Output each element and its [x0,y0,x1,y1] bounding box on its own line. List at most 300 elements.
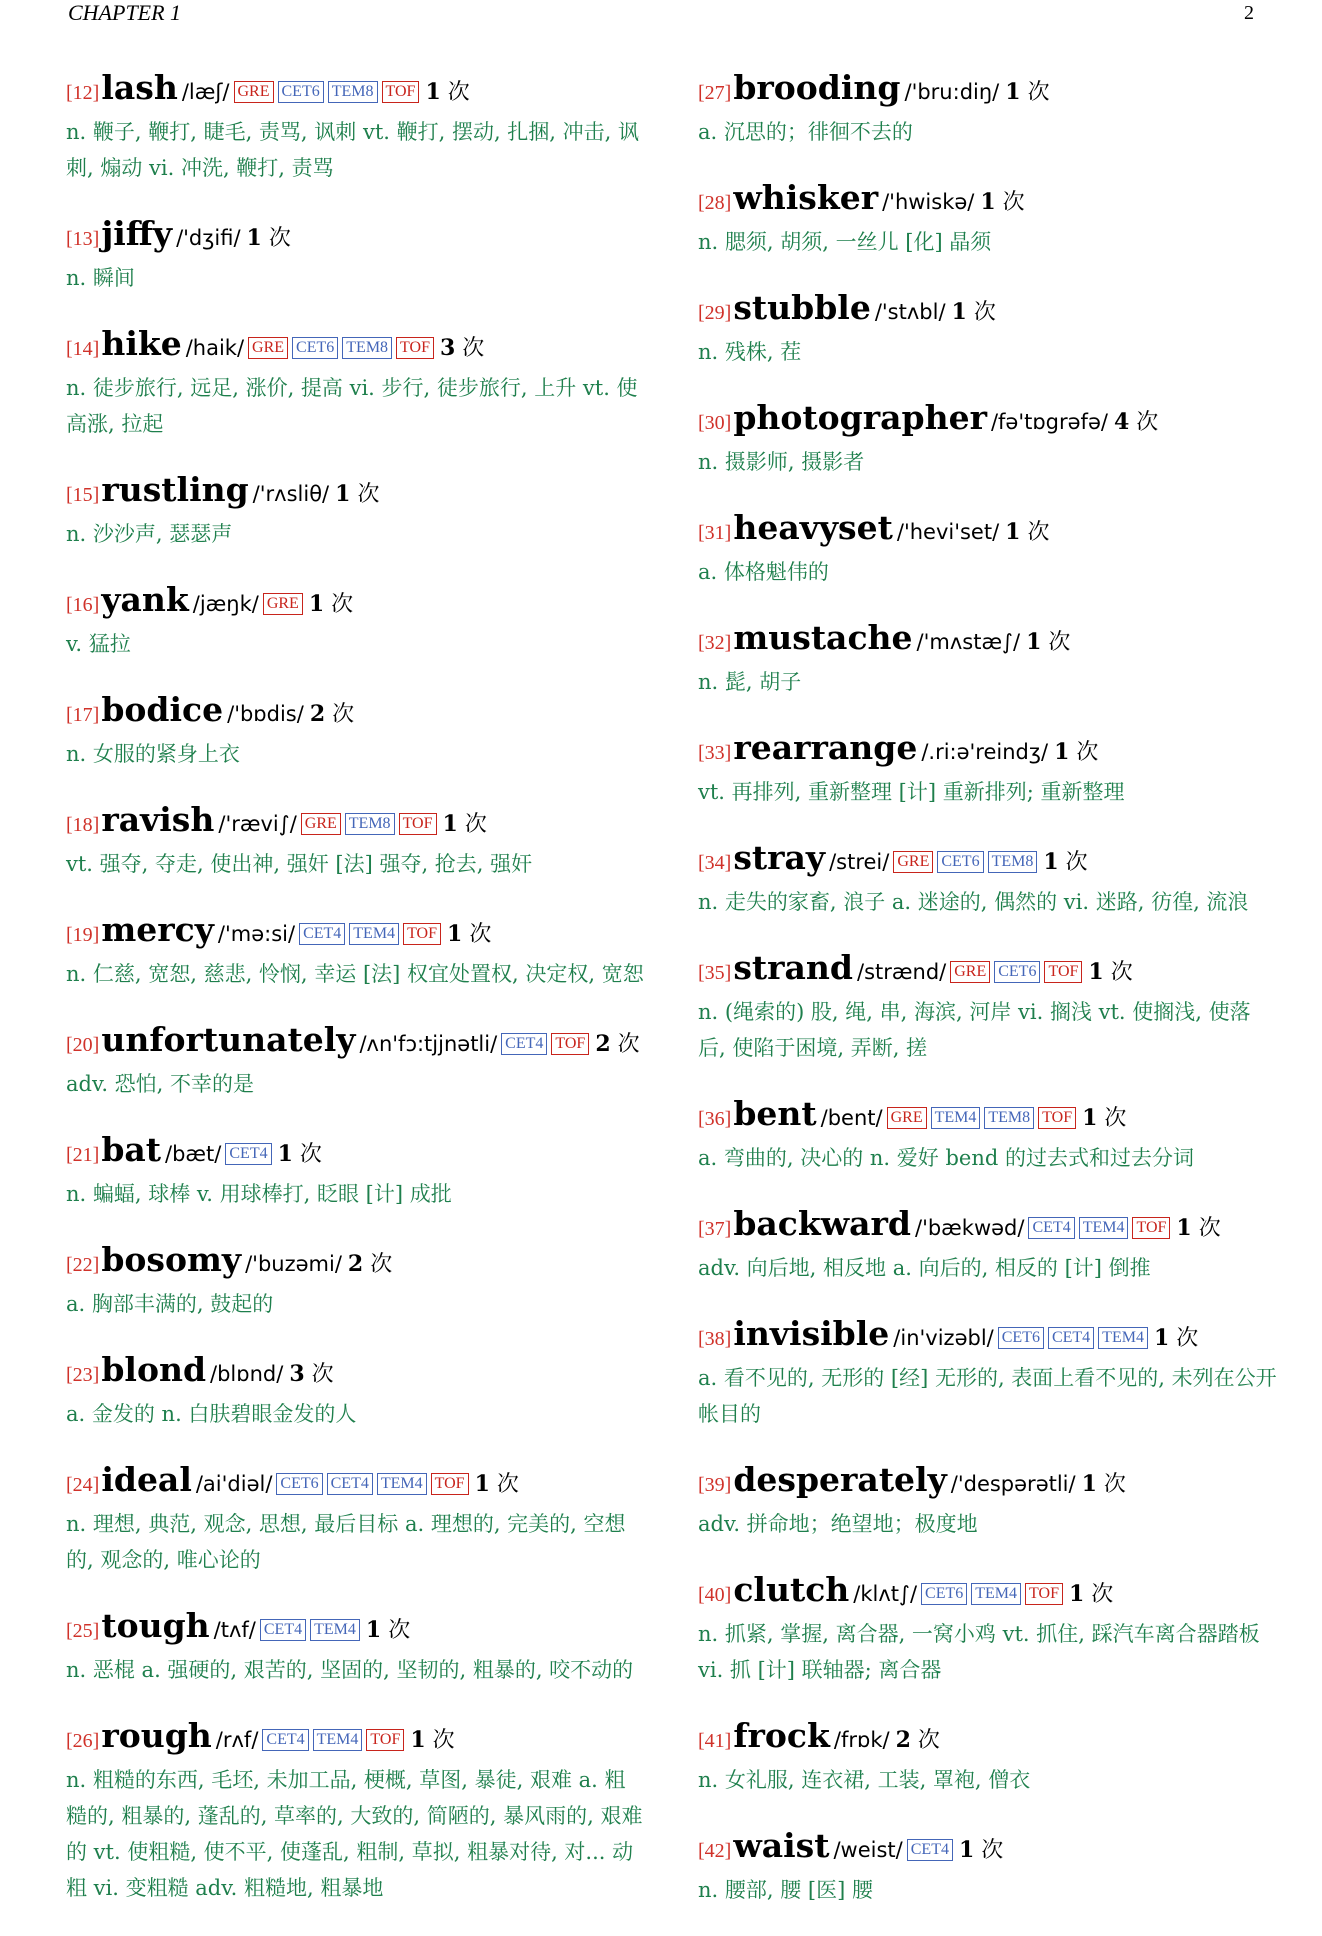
headword: heavyset [733,508,893,547]
count-suffix: 次 [496,1472,519,1497]
frequency-count [1026,630,1070,655]
headword: backward [733,1204,911,1243]
exam-tag: TEM4 [349,923,399,945]
headword: bodice [101,690,224,729]
count-suffix: 次 [464,812,487,837]
headword: stray [733,838,826,877]
count-number: 3 [289,1361,305,1387]
count-number: 1 [1005,519,1021,545]
count-suffix: 次 [331,592,354,617]
phonetic: /rʌf/ [215,1728,259,1752]
entry-number: [42] [698,1840,732,1862]
frequency-count [1043,850,1087,875]
frequency-count [443,812,487,837]
entry-number: [17] [66,704,100,726]
vocab-entry [66,800,646,882]
headword: tough [101,1606,210,1645]
definition: n. 女服的紧身上衣 [66,742,240,766]
count-number: 1 [335,481,351,507]
vocab-entry [66,68,646,186]
entry-headline [66,470,646,516]
frequency-count [475,1472,519,1497]
definition: n. 腮须, 胡须, 一丝儿 [化] 晶须 [698,230,992,254]
vocab-entry [698,1314,1278,1432]
vocab-entry [698,1570,1278,1688]
exam-tag: GRE [263,593,303,615]
exam-tag: TOF [1044,961,1082,983]
definition: n. 仁慈, 宽恕, 慈悲, 怜悯, 幸运 [法] 权宜处置权, 决定权, 宽恕 [66,962,644,986]
exam-tag: TEM4 [931,1107,981,1129]
entry-headline [66,1350,646,1396]
entry-headline [66,1606,646,1652]
count-number: 2 [347,1251,364,1277]
count-suffix: 次 [357,482,380,507]
count-suffix: 次 [917,1728,940,1753]
count-suffix: 次 [1104,1106,1127,1131]
headword: rustling [101,470,249,509]
frequency-count [896,1728,940,1753]
entry-number: [41] [698,1730,732,1752]
definition: adv. 恐怕, 不幸的是 [66,1072,255,1096]
count-suffix: 次 [1027,80,1050,105]
exam-tag: CET4 [907,1839,953,1861]
entry-number: [24] [66,1474,100,1496]
entry-headline [698,508,1278,554]
frequency-count [447,922,491,947]
entry-number: [37] [698,1218,732,1240]
vocab-entry [66,580,646,662]
phonetic: /'buzəmi/ [245,1252,342,1276]
headword: waist [733,1826,830,1865]
phonetic: /'mʌstæ∫/ [916,630,1021,654]
count-number: 1 [958,1837,975,1863]
entry-headline [66,1716,646,1762]
entry-number: [18] [66,814,100,836]
headword: desperately [733,1460,947,1499]
count-number: 2 [895,1727,911,1753]
vocab-entry [698,68,1278,150]
definition: n. (绳索的) 股, 绳, 串, 海滨, 河岸 vi. 搁浅 vt. 使搁浅, 使落后, 使陷于困境, 弄断, 搓 [698,1000,1251,1060]
vocab-entry [66,214,646,296]
definition: adv. 拼命地；绝望地；极度地 [698,1512,978,1536]
headword: hike [101,324,182,363]
count-suffix: 次 [447,80,470,105]
frequency-count [952,300,996,325]
frequency-count [1114,410,1158,435]
frequency-count [1005,520,1049,545]
phonetic: /'despərətli/ [950,1472,1076,1496]
count-number: 1 [1088,959,1104,985]
exam-tag: CET4 [299,923,345,945]
count-number: 1 [951,299,967,325]
definition: n. 髭, 胡子 [698,670,802,694]
headword: ideal [101,1460,192,1499]
vocab-entry [698,178,1278,260]
phonetic: /fə'tɒgrəfə/ [990,410,1108,434]
frequency-count [440,336,484,361]
entry-number: [21] [66,1144,100,1166]
frequency-count [425,80,469,105]
count-suffix: 次 [311,1362,334,1387]
phonetic: /'dʒifi/ [176,226,241,250]
definition: n. 抓紧, 掌握, 离合器, 一窝小鸡 vt. 抓住, 踩汽车离合器踏板 vi. 抓 [计] 联轴器; 离合器 [698,1622,1260,1682]
entry-headline [66,68,646,114]
vocab-entry [66,1606,646,1688]
count-number: 1 [1043,849,1059,875]
definition: vt. 再排列, 重新整理 [计] 重新排列; 重新整理 [698,780,1125,804]
entry-headline [698,838,1278,884]
frequency-count [959,1838,1003,1863]
vocab-entry [698,1716,1278,1798]
exam-tag: CET4 [501,1033,547,1055]
exam-tag: TEM8 [345,813,395,835]
exam-tag: CET6 [278,81,324,103]
headword: clutch [733,1570,850,1609]
exam-tag: TEM4 [1079,1217,1129,1239]
phonetic: /'rævi∫/ [218,812,297,836]
entry-headline [698,68,1278,114]
entry-headline [66,214,646,260]
count-suffix: 次 [1048,630,1071,655]
definition: adv. 向后地, 相反地 a. 向后的, 相反的 [计] 倒推 [698,1256,1151,1280]
frequency-count [310,702,354,727]
phonetic: /ai'diəl/ [195,1472,273,1496]
entry-headline [698,288,1278,334]
count-suffix: 次 [299,1142,322,1167]
vocab-entry [66,1130,646,1212]
exam-tag: CET6 [921,1583,967,1605]
phonetic: /blɒnd/ [210,1362,284,1386]
entry-headline [66,910,646,956]
headword: yank [101,580,189,619]
headword: stubble [733,288,871,327]
entry-headline [698,1094,1278,1140]
exam-tag: CET4 [225,1143,271,1165]
frequency-count [1082,1106,1126,1131]
count-suffix: 次 [1103,1472,1126,1497]
headword: frock [733,1716,830,1755]
headword: whisker [733,178,879,217]
phonetic: /læʃ/ [181,80,230,104]
definition: a. 体格魁伟的 [698,560,829,584]
exam-tag: CET6 [998,1327,1044,1349]
phonetic: /'hwiskə/ [882,190,975,214]
exam-tag: TOF [1132,1217,1170,1239]
entry-number: [20] [66,1034,100,1056]
headword: bat [101,1130,162,1169]
vocab-entry [698,1826,1278,1908]
frequency-count [1082,1472,1126,1497]
vocab-entry [698,1204,1278,1286]
entry-number: [22] [66,1254,100,1276]
definition: n. 腰部, 腰 [医] 腰 [698,1878,873,1902]
definition: n. 鞭子, 鞭打, 睫毛, 责骂, 讽刺 vt. 鞭打, 摆动, 扎捆, 冲击, 讽刺, 煽动 vi. 冲洗, 鞭打, 责骂 [66,120,640,180]
definition: n. 摄影师, 摄影者 [698,450,865,474]
count-number: 1 [308,591,325,617]
exam-tag: TOF [1038,1107,1076,1129]
exam-tag: CET4 [1048,1327,1094,1349]
exam-tag: TOF [396,337,434,359]
entry-headline [66,1130,646,1176]
definition: n. 走失的家畜, 浪子 a. 迷途的, 偶然的 vi. 迷路, 彷徨, 流浪 [698,890,1249,914]
entry-headline [698,1314,1278,1360]
vocab-entry [698,948,1278,1066]
exam-tag: GRE [887,1107,927,1129]
entry-number: [32] [698,632,732,654]
frequency-count [410,1728,454,1753]
phonetic: /strænd/ [857,960,947,984]
count-number: 1 [442,811,458,837]
exam-tag: GRE [301,813,341,835]
entry-number: [31] [698,522,732,544]
frequency-count [247,226,291,251]
vocab-entry [66,470,646,552]
entry-headline [66,690,646,736]
entry-number: [28] [698,192,732,214]
phonetic: /in'vizəbl/ [893,1326,994,1350]
exam-tag: TEM4 [313,1729,363,1751]
exam-tag: CET6 [937,851,983,873]
count-suffix: 次 [981,1838,1004,1863]
count-suffix: 次 [1027,520,1050,545]
count-suffix: 次 [617,1032,640,1057]
entry-headline [66,1460,646,1506]
definition: n. 女礼服, 连衣裙, 工装, 罩袍, 僧衣 [698,1768,1031,1792]
headword: rough [101,1716,212,1755]
exam-tag: TEM8 [328,81,378,103]
entry-headline [698,948,1278,994]
headword: bent [733,1094,817,1133]
entry-number: [19] [66,924,100,946]
entry-number: [13] [66,228,100,250]
count-suffix: 次 [432,1728,455,1753]
exam-tag: GRE [893,851,933,873]
phonetic: /'hevi'set/ [896,520,1000,544]
headword: rearrange [733,728,918,767]
definition: n. 粗糙的东西, 毛坯, 未加工品, 梗概, 草图, 暴徒, 艰难 a. 粗糙的, 粗暴的, 蓬乱的, 草率的, 大致的, 简陋的, 暴风雨的, 艰难的 vt. 使粗糙, 使不平, 使蓬乱, 粗制, 草拟, 粗暴对待, 对... 动粗 vi. 变粗糙 adv. 粗糙地, 粗暴地 [66,1768,643,1900]
phonetic: /frɒk/ [833,1728,890,1752]
definition: a. 胸部丰满的, 鼓起的 [66,1292,274,1316]
frequency-count [1069,1582,1113,1607]
count-number: 1 [1005,79,1021,105]
entry-number: [30] [698,412,732,434]
entry-headline [66,1240,646,1286]
entry-headline [698,1204,1278,1250]
headword: lash [101,68,178,107]
count-number: 1 [425,79,441,105]
exam-tag: CET6 [994,961,1040,983]
left-column [66,68,646,1934]
count-suffix: 次 [268,226,291,251]
count-suffix: 次 [1065,850,1088,875]
definition: vt. 强夺, 夺走, 使出神, 强奸 [法] 强夺, 抢去, 强奸 [66,852,533,876]
entry-number: [25] [66,1620,100,1642]
count-number: 1 [1081,1471,1097,1497]
exam-tag: TEM4 [971,1583,1021,1605]
phonetic: /'rʌsliθ/ [252,482,330,506]
frequency-count [278,1142,322,1167]
count-suffix: 次 [469,922,492,947]
entry-number: [34] [698,852,732,874]
count-number: 1 [246,225,262,251]
headword: strand [733,948,853,987]
entry-headline [66,580,646,626]
headword: mustache [733,618,913,657]
exam-tag: TEM8 [342,337,392,359]
exam-tag: GRE [234,81,274,103]
entry-number: [39] [698,1474,732,1496]
phonetic: /klʌt∫/ [853,1582,918,1606]
definition: n. 沙沙声, 瑟瑟声 [66,522,233,546]
headword: ravish [101,800,215,839]
vocab-entry [66,324,646,442]
vocab-entry [698,1460,1278,1542]
entry-number: [23] [66,1364,100,1386]
count-suffix: 次 [1110,960,1133,985]
headword: bosomy [101,1240,242,1279]
count-suffix: 次 [1076,740,1099,765]
count-number: 1 [1026,629,1042,655]
headword: jiffy [101,214,173,253]
frequency-count [1088,960,1132,985]
entry-headline [698,618,1278,664]
definition: a. 弯曲的, 决心的 n. 爱好 bend 的过去式和过去分词 [698,1146,1194,1170]
vocab-entry [698,288,1278,370]
exam-tag: CET6 [276,1473,322,1495]
vocab-entry [66,690,646,772]
count-number: 1 [980,189,996,215]
vocab-entry [66,1716,646,1906]
count-suffix: 次 [462,336,485,361]
frequency-count [1005,80,1049,105]
phonetic: /weist/ [833,1838,903,1862]
vocab-entry [698,1094,1278,1176]
page-number: 2 [1244,2,1254,24]
headword: invisible [733,1314,890,1353]
count-number: 1 [410,1727,426,1753]
phonetic: /ʌn'fɔ:tjjnətli/ [359,1032,498,1056]
headword: brooding [733,68,901,107]
definition: n. 徒步旅行, 远足, 涨价, 提高 vi. 步行, 徒步旅行, 上升 vt. 使高涨, 拉起 [66,376,638,436]
exam-tag: TOF [403,923,441,945]
definition: n. 瞬间 [66,266,135,290]
count-suffix: 次 [370,1252,393,1277]
chapter-title: CHAPTER 1 [68,0,182,25]
entry-number: [36] [698,1108,732,1130]
definition: a. 金发的 n. 白肤碧眼金发的人 [66,1402,357,1426]
vocab-entry [698,398,1278,480]
exam-tag: CET6 [292,337,338,359]
entry-headline [698,728,1278,774]
definition: n. 蝙蝠, 球棒 v. 用球棒打, 眨眼 [计] 成批 [66,1182,452,1206]
definition: a. 看不见的, 无形的 [经] 无形的, 表面上看不见的, 未列在公开帐目的 [698,1366,1277,1426]
count-suffix: 次 [1176,1326,1199,1351]
entry-number: [15] [66,484,100,506]
frequency-count [348,1252,392,1277]
exam-tag: TEM4 [1098,1327,1148,1349]
exam-tag: TOF [399,813,437,835]
phonetic: /'bækwəd/ [915,1216,1025,1240]
count-number: 2 [309,701,326,727]
phonetic: /'mə:si/ [217,922,296,946]
definition: v. 猛拉 [66,632,131,656]
frequency-count [1176,1216,1220,1241]
exam-tag: TOF [431,1473,469,1495]
entry-headline [698,178,1278,224]
frequency-count [366,1618,410,1643]
exam-tag: CET4 [327,1473,373,1495]
count-number: 1 [447,921,463,947]
phonetic: /bæt/ [165,1142,222,1166]
exam-tag: GRE [950,961,990,983]
vocab-entry [66,1240,646,1322]
vocab-entry [66,1350,646,1432]
frequency-count [289,1362,333,1387]
exam-tag: TOF [366,1729,404,1751]
vocab-entry [698,508,1278,590]
entry-number: [29] [698,302,732,324]
exam-tag: GRE [248,337,288,359]
count-suffix: 次 [1002,190,1025,215]
exam-tag: TOF [382,81,420,103]
count-number: 1 [1068,1581,1085,1607]
count-number: 1 [1054,739,1070,765]
count-suffix: 次 [332,702,355,727]
count-number: 1 [474,1471,490,1497]
vocab-entry [66,1020,646,1102]
entry-headline [698,1716,1278,1762]
frequency-count [335,482,379,507]
count-number: 1 [277,1141,293,1167]
definition: n. 理想, 典范, 观念, 思想, 最后目标 a. 理想的, 完美的, 空想的, 观念的, 唯心论的 [66,1512,626,1572]
exam-tag: TEM8 [984,1107,1034,1129]
exam-tag: TEM4 [377,1473,427,1495]
count-number: 1 [1082,1105,1098,1131]
entry-number: [14] [66,338,100,360]
vocab-entry [698,838,1278,920]
vocab-entry [698,618,1278,700]
entry-number: [12] [66,82,100,104]
phonetic: /strei/ [829,850,890,874]
right-column [698,68,1278,1936]
exam-tag: CET4 [1028,1217,1074,1239]
phonetic: /'bɒdis/ [227,702,304,726]
entry-headline [66,324,646,370]
entry-number: [35] [698,962,732,984]
count-number: 1 [1176,1215,1192,1241]
frequency-count [1054,740,1098,765]
exam-tag: TOF [551,1033,589,1055]
headword: photographer [733,398,987,437]
count-suffix: 次 [973,300,996,325]
entry-headline [66,800,646,846]
entry-number: [38] [698,1328,732,1350]
entry-headline [698,398,1278,444]
vocab-entry [66,910,646,992]
exam-tag: CET4 [260,1619,306,1641]
count-number: 3 [439,335,456,361]
count-suffix: 次 [388,1618,411,1643]
frequency-count [980,190,1024,215]
count-number: 1 [1153,1325,1170,1351]
vocab-entry [66,1460,646,1578]
entry-headline [698,1826,1278,1872]
definition: a. 沉思的；徘徊不去的 [698,120,913,144]
exam-tag: TEM8 [988,851,1038,873]
count-suffix: 次 [1091,1582,1114,1607]
exam-tag: TEM4 [310,1619,360,1641]
entry-headline [698,1460,1278,1506]
